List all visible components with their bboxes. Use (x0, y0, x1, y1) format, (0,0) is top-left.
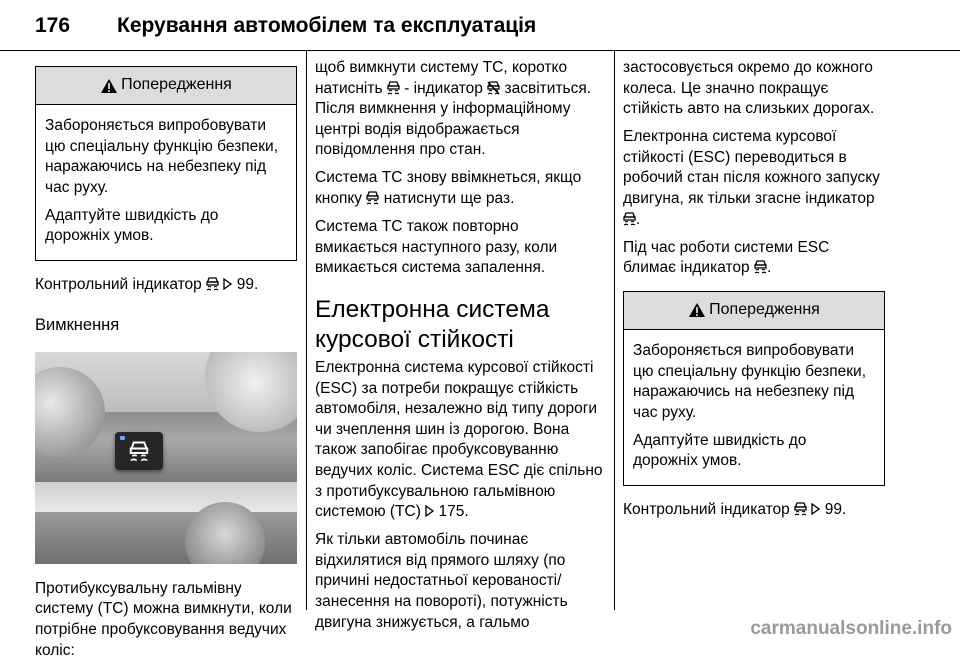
warning-text: Забороняється випробовувати цю спеціальну функцію безпеки, наражаючись на небезпеку під час руху. (633, 341, 867, 421)
page-header (0, 0, 960, 51)
paragraph: Електронна система курсової стійкості (ESC) переводиться в робочий стан після кожного запуску двигуна, як тільки згасне індикатор . (623, 128, 880, 228)
paragraph: Протибуксувальну гальмівну систему (TC) можна вимкнути, коли потрібне пробуксовування ведучих коліс: (35, 579, 292, 659)
paragraph: Під час роботи системи ESC блимає індикатор . (623, 238, 830, 277)
tc-off-button (115, 432, 163, 470)
page-number: 176 (35, 14, 71, 37)
column-1 (35, 50, 297, 659)
column-2 (315, 58, 605, 642)
warning-text: Забороняється випробовувати цю спеціальну функцію безпеки, наражаючись на небезпеку під час руху. (45, 117, 279, 196)
tc-button-photo (35, 352, 297, 564)
traction-control-icon (387, 81, 400, 95)
indicator-reference: Контрольний індикатор 99. (623, 500, 847, 518)
traction-control-icon (754, 260, 767, 274)
subheading: Вимкнення (35, 316, 120, 335)
column-divider (614, 50, 615, 610)
paragraph: Система TC також повторно вмикається наступного разу, коли вмикається система запалення. (315, 218, 558, 277)
page-reference-arrow-icon (811, 503, 820, 515)
paragraph: Електронна система курсової стійкості (ESC) за потреби покращує стійкість автомобіля, незалежно від типу дороги чи зчеплення шин із дорогою. Вона також запобігає пробуксовуванню ведучих коліс. Система ESC діє спільно з протибуксувальною гальмівною системою (TC) 175. (315, 358, 603, 521)
warning-text: Адаптуйте швидкість до дорожніх умов. (633, 431, 807, 470)
page-reference-arrow-icon (223, 278, 232, 290)
traction-control-icon (129, 441, 149, 462)
page-reference-arrow-icon (425, 505, 434, 517)
traction-control-icon (794, 502, 807, 516)
warning-header (36, 67, 296, 105)
warning-header (624, 292, 884, 330)
paragraph: щоб вимкнути систему TC, коротко натисніть - індикатор засвітиться. Після вимкнення у інформаційному центрі водія відображається повідомлення про стан. (315, 59, 592, 159)
warning-title: Попередження (121, 76, 232, 94)
warning-box (623, 291, 885, 486)
column-3 (623, 58, 885, 642)
watermark: carmanualsonline.info (750, 618, 952, 639)
paragraph: Система TC знову ввімкнеться, якщо кнопку натиснути ще раз. (315, 169, 582, 208)
warning-text: Адаптуйте швидкість до дорожніх умов. (45, 206, 219, 245)
traction-control-icon (366, 191, 379, 205)
column-divider (306, 50, 307, 610)
traction-control-icon (623, 212, 636, 226)
traction-control-off-icon (487, 81, 500, 95)
page-title: Керування автомобілем та експлуатація (117, 14, 537, 37)
warning-triangle-icon (688, 302, 706, 318)
paragraph: Як тільки автомобіль починає відхилятися від прямого шляху (по причині недостатньої керованості/занесення на повороті), потужність двигуна знижується, а гальмо (315, 531, 568, 631)
warning-title: Попередження (709, 301, 820, 319)
traction-control-icon (206, 277, 219, 291)
warning-triangle-icon (100, 78, 118, 94)
paragraph: застосовується окремо до кожного колеса. Це значно покращує стійкість авто на слизьких дорогах. (623, 59, 875, 118)
section-title: Електронна система курсової стійкості (315, 295, 550, 353)
indicator-reference: Контрольний індикатор 99. (35, 275, 259, 293)
warning-box (35, 66, 297, 261)
